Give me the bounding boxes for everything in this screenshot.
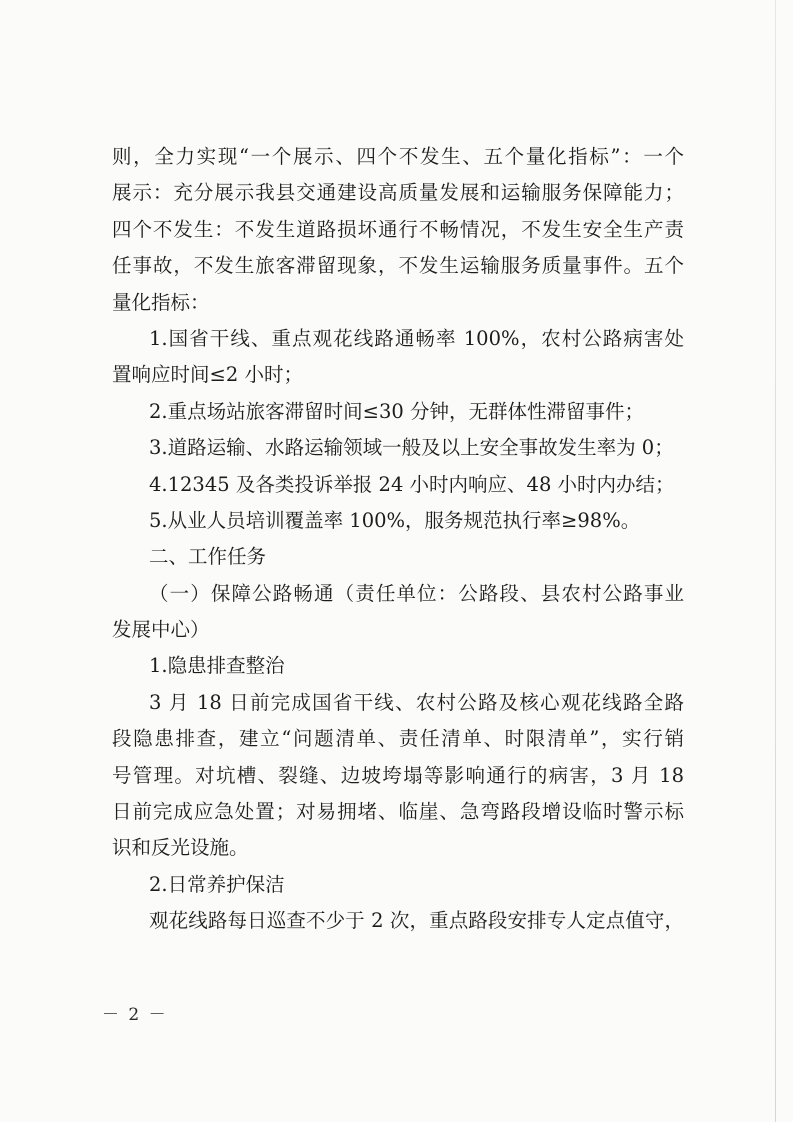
indicator-1-line-2: 置响应时间≤2 小时；	[112, 363, 303, 387]
indicator-3: 3.道路运输、水路运输领域一般及以上安全事故发生率为 0；	[149, 436, 674, 460]
intro-line-1: 则，全力实现“一个展示、四个不发生、五个量化指标”：一个	[112, 145, 684, 168]
section-heading: 二、工作任务	[149, 545, 267, 569]
item2-body-line-1: 观花线路每日巡查不少于 2 次，重点路段安排专人定点值守，	[149, 909, 684, 933]
subsection-heading-line-1: （一）保障公路畅通（责任单位：公路段、县农村公路事业	[149, 581, 684, 605]
item1-body-line-1: 3 月 18 日前完成国省干线、农村公路及核心观花线路全路	[149, 690, 684, 714]
scan-edge	[775, 0, 776, 1122]
item2-title: 2.日常养护保洁	[149, 872, 285, 896]
intro-line-2: 展示：充分展示我县交通建设高质量发展和运输服务保障能力；	[112, 181, 684, 205]
intro-line-5: 量化指标：	[112, 290, 210, 314]
item1-body-line-2: 段隐患排查，建立“问题清单、责任清单、时限清单”，实行销	[112, 727, 684, 751]
indicator-5: 5.从业人员培训覆盖率 100%，服务规范执行率≥98%。	[149, 508, 641, 532]
intro-line-4: 任事故，不发生旅客滞留现象，不发生运输服务质量事件。五个	[112, 254, 684, 278]
intro-line-3: 四个不发生：不发生道路损坏通行不畅情况，不发生安全生产责	[112, 217, 684, 241]
body-text	[112, 139, 684, 940]
page-number: － 2 －	[102, 1005, 168, 1025]
item1-body-line-3: 号管理。对坑槽、裂缝、边坡垮塌等影响通行的病害，3 月 18	[112, 763, 684, 787]
indicator-1-line-1: 1.国省干线、重点观花线路通畅率 100%，农村公路病害处	[149, 326, 684, 350]
item1-title: 1.隐患排查整治	[149, 654, 285, 678]
item1-body-line-4: 日前完成应急处置；对易拥堵、临崖、急弯路段增设临时警示标	[112, 800, 684, 824]
indicator-2: 2.重点场站旅客滞留时间≤30 分钟，无群体性滞留事件；	[149, 399, 644, 423]
subsection-heading-line-2: 发展中心）	[112, 618, 210, 642]
indicator-4: 4.12345 及各类投诉举报 24 小时内响应、48 小时内办结；	[149, 472, 675, 496]
item1-body-line-5: 识和反光设施。	[112, 836, 249, 860]
